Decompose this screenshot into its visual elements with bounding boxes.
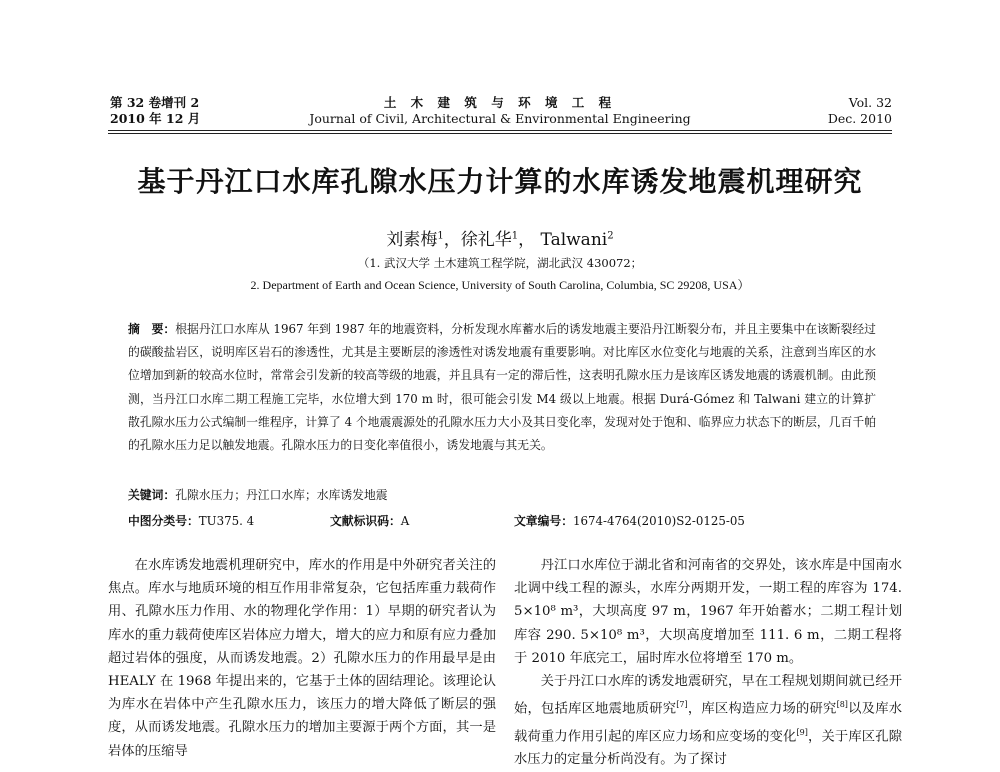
- header-date-en: Dec. 2010: [827, 111, 892, 126]
- clc-value: TU375. 4: [198, 514, 255, 528]
- paper-title: 基于丹江口水库孔隙水压力计算的水库诱发地震机理研究: [137, 165, 863, 198]
- keywords: [128, 486, 876, 503]
- header-volume-issue: 第 32 卷增刊 2: [110, 95, 200, 110]
- header-volume-cn: [110, 95, 200, 127]
- citation-ref: [9]: [796, 727, 808, 737]
- keywords-text: 孔隙水压力；丹江口水库；水库诱发地震: [175, 488, 388, 502]
- affiliation-marker: 1: [437, 230, 444, 242]
- text-run: ，库区构造应力场的研究: [687, 701, 837, 717]
- affiliation-1: （1. 武汉大学 土木建筑工程学院，湖北武汉 430072；: [357, 256, 643, 270]
- citation-ref: [7]: [676, 700, 688, 710]
- affiliation-marker: 2: [607, 230, 614, 242]
- header-date-cn: 2010 年 12 月: [110, 111, 201, 126]
- citation-ref: [8]: [836, 700, 848, 710]
- body-paragraph: 丹江口水库位于湖北省和河南省的交界处，该水库是中国南水北调中线工程的源头，水库分两期开发，一期工程的库容为 174. 5×10⁸ m³，大坝高度 97 m，1967 年开始蓄水；二期工程计划库容 290. 5×10⁸ m³，大坝高度增加至 111. 6 m，二期工程将于 2010 年底完工，届时库水位将增至 170 m。: [514, 558, 902, 666]
- text-run: 以及库水载荷重力作用引起的库区应力场和应变场的变化: [514, 701, 903, 745]
- journal-name-cn: 土 木 建 筑 与 环 境 工 程: [383, 95, 617, 110]
- clc-number: [128, 512, 254, 529]
- header-volume-number: Vol. 32: [848, 95, 892, 110]
- body-paragraph: [514, 670, 902, 772]
- author-name: ， Talwani: [518, 230, 608, 250]
- text-run: 关于丹江口水库的诱发地震研究，早在工程规划期间就已经开始，包括库区地震地质研究: [514, 674, 902, 717]
- body-column-left: [108, 554, 496, 763]
- abstract: [128, 318, 876, 457]
- header-rule-top: [108, 130, 892, 131]
- affiliation-marker: 1: [511, 230, 519, 242]
- text-run: ，关于库区孔隙水压力的定量分析尚没有。为了探讨: [514, 729, 903, 768]
- article-number-label: 文章编号：: [514, 514, 573, 528]
- header-journal: [250, 95, 750, 127]
- header-volume-en: [828, 95, 892, 127]
- header-rule-bottom: [108, 133, 892, 134]
- document-code: [330, 512, 409, 529]
- keywords-label: 关键词：: [128, 488, 176, 502]
- abstract-text: 根据丹江口水库从 1967 年到 1987 年的地震资料，分析发现水库蓄水后的诱发地震主要沿丹江断裂分布，并且主要集中在该断裂经过的碳酸盐岩区，说明库区岩石的渗透性，尤其是主要断层的渗透性对诱发地震有重要影响。对比库区水位变化与地震的关系，注意到当库区的水位增加到新的较高水位时，常常会引发新的较高等级的地震，并且具有一定的滞后性，这表明孔隙水压力是该库区诱发地震的诱震机制。由此预测，当丹江口水库二期工程施工完毕，水位增大到 170 m 时，很可能会引发 M4 级以上地震。根据 Durá-Gómez 和 Talwani 建立的计算扩散孔隙水压力公式编制一维程序，计算了 4 个地震震源处的孔隙水压力大小及其日变化率，发现对处于饱和、临界应力状态下的断层，几百千帕的孔隙水压力足以触发地震。孔隙水压力的日变化率值很小，诱发地震与其无关。: [128, 322, 876, 453]
- author-name: 刘素梅: [386, 230, 438, 250]
- document-code-value: A: [400, 514, 410, 528]
- abstract-label: 摘 要：: [128, 322, 176, 336]
- article-number-value: 1674-4764(2010)S2-0125-05: [573, 514, 745, 528]
- document-code-label: 文献标识码：: [330, 514, 401, 528]
- body-column-right: [514, 554, 902, 772]
- journal-name-en: Journal of Civil, Architectural & Environmental Engineering: [309, 111, 691, 126]
- clc-label: 中图分类号：: [128, 514, 199, 528]
- author-name: ，徐礼华: [443, 230, 512, 250]
- article-number: [514, 512, 745, 529]
- affiliation-2: 2. Department of Earth and Ocean Science, University of South Carolina, Columbia, SC 29208, USA）: [250, 278, 750, 292]
- body-paragraph: 在水库诱发地震机理研究中，库水的作用是中外研究者关注的焦点。库水与地质环境的相互作用非常复杂，它包括库重力载荷作用、孔隙水压力作用、水的物理化学作用：1）早期的研究者认为库水的重力载荷使库区岩体应力增大，增大的应力和原有应力叠加超过岩体的强度，从而诱发地震。2）孔隙水压力的作用最早是由 HEALY 在 1968 年提出来的，它基于土体的固结理论。该理论认为库水在岩体中产生孔隙水压力，该压力的增大降低了断层的强度，从而诱发地震。孔隙水压力的增加主要源于两个方面，其一是岩体的压缩导: [108, 558, 496, 759]
- author-list: [0, 225, 1000, 250]
